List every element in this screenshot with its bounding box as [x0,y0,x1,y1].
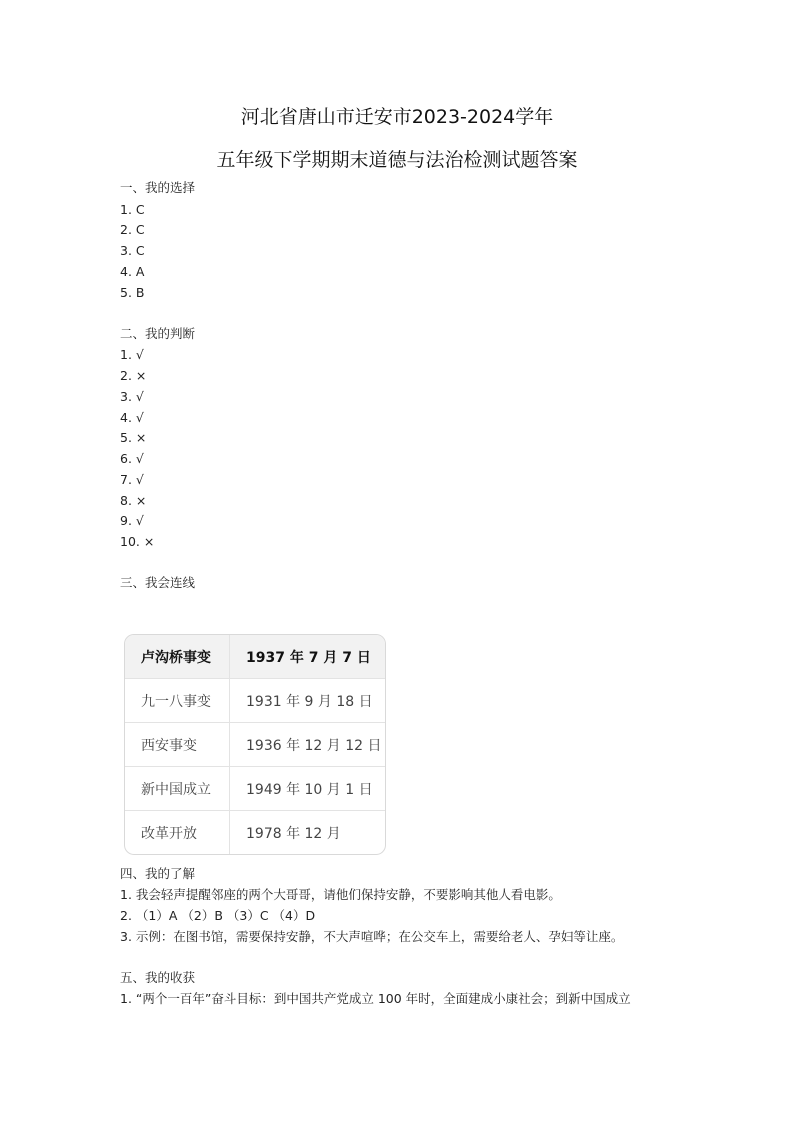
date-cell: 1931 年 9 月 18 日 [230,679,385,723]
judgment-answer: 5. × [120,430,147,445]
date-cell: 1937 年 7 月 7 日 [230,635,385,679]
date-cell: 1949 年 10 月 1 日 [230,767,385,811]
event-cell: 卢沟桥事变 [125,635,230,679]
matching-table [124,634,386,855]
judgment-answer: 2. × [120,368,147,383]
judgment-answer: 4. √ [120,410,144,425]
section5-heading: 五、我的收获 [120,970,196,985]
judgment-answer: 10. × [120,534,155,549]
section2-heading: 二、我的判断 [120,326,196,341]
judgment-answer: 1. √ [120,347,144,362]
choice-answer: 4. A [120,264,145,279]
choice-answer: 1. C [120,202,145,217]
table-row [125,723,385,767]
section3-heading: 三、我会连线 [120,575,196,590]
understanding-answer: 3. 示例：在图书馆，需要保持安静，不大声喧哗；在公交车上，需要给老人、孕妇等让座。 [120,929,624,944]
choice-answer: 5. B [120,285,145,300]
page-title-line2: 五年级下学期期末道德与法治检测试题答案 [216,149,578,171]
table-row [125,679,385,723]
section1-heading: 一、我的选择 [120,180,196,195]
judgment-answer: 3. √ [120,389,144,404]
date-cell: 1936 年 12 月 12 日 [230,723,385,767]
event-cell: 新中国成立 [125,767,230,811]
judgment-answer: 7. √ [120,472,144,487]
date-cell: 1978 年 12 月 [246,825,341,842]
table-row [125,635,385,679]
understanding-answer: 1. 我会轻声提醒邻座的两个大哥哥，请他们保持安静，不要影响其他人看电影。 [120,887,561,902]
judgment-answer: 9. √ [120,513,144,528]
event-cell: 九一八事变 [125,679,230,723]
choice-answer: 3. C [120,243,145,258]
event-cell: 西安事变 [125,723,230,767]
harvest-answer: 1. “两个一百年”奋斗目标：到中国共产党成立 100 年时，全面建成小康社会；到新中国成立 [120,991,631,1006]
understanding-answer: 2. （1）A （2）B （3）C （4）D [120,908,316,923]
table-row [125,767,385,811]
choice-answer: 2. C [120,222,145,237]
event-cell: 改革开放 [125,811,230,854]
page-title-line1: 河北省唐山市迁安市2023-2024学年 [240,106,554,128]
judgment-answer: 8. × [120,493,147,508]
table-row [125,811,385,854]
judgment-answer: 6. √ [120,451,144,466]
section4-heading: 四、我的了解 [120,866,196,881]
